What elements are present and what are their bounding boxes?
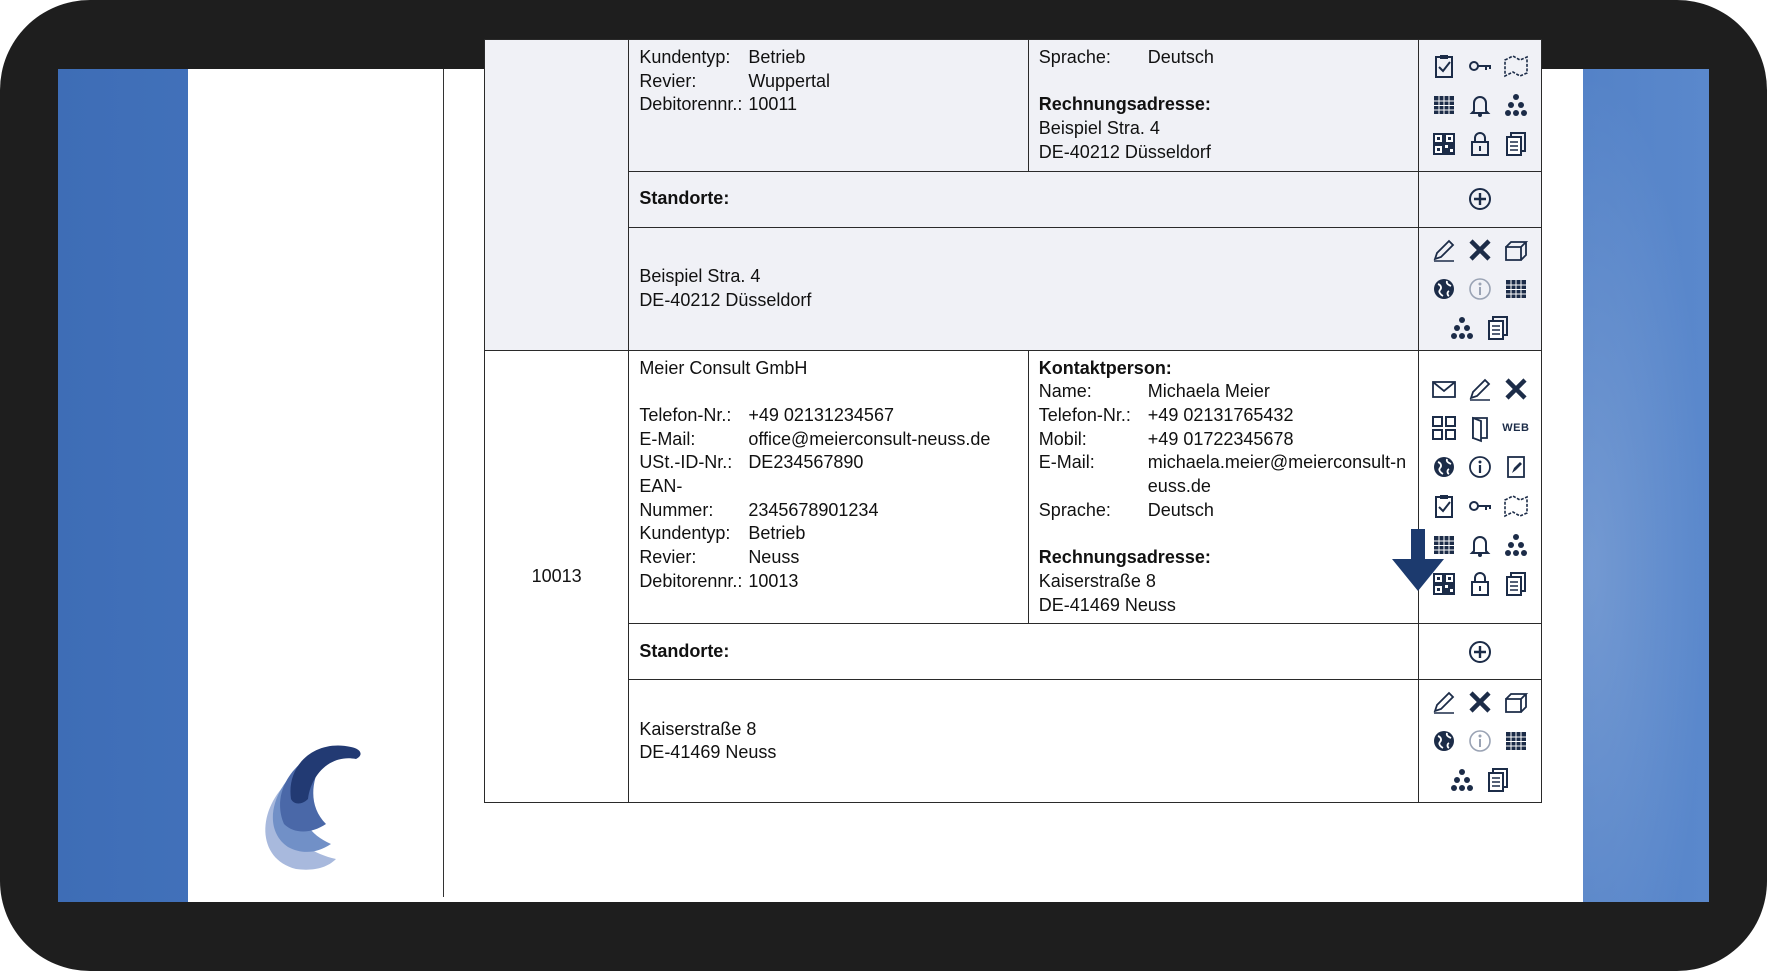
document-icon[interactable] (1498, 566, 1534, 602)
edit-icon[interactable] (1426, 684, 1462, 720)
customer-actions-cell (1418, 40, 1541, 172)
company-logo (236, 719, 386, 884)
delete-icon[interactable] (1498, 371, 1534, 407)
document-icon[interactable] (1480, 762, 1516, 798)
info-row: Kundentyp: Betrieb (639, 47, 806, 67)
billing-address-line: DE-41469 Neuss (1038, 594, 1176, 615)
add-location-cell (1418, 624, 1541, 680)
qr-code-icon[interactable] (1426, 126, 1462, 162)
bell-icon[interactable] (1462, 87, 1498, 123)
billing-address-line: DE-40212 Düsseldorf (1038, 141, 1211, 162)
hierarchy-icon[interactable] (1444, 762, 1480, 798)
company-name: Meier Consult GmbH (639, 357, 808, 378)
hierarchy-icon[interactable] (1444, 310, 1480, 346)
location-address-cell (629, 680, 1418, 803)
billing-address-label: Rechnungsadresse: (1038, 547, 1211, 568)
info-row: Mobil: +49 01722345678 (1038, 428, 1294, 449)
info-icon[interactable] (1462, 449, 1498, 485)
info-row: Kundentyp: Betrieb (639, 523, 806, 544)
contact-person-label: Kontaktperson: (1038, 357, 1172, 378)
desktop-background (58, 47, 1709, 902)
map-icon[interactable] (1498, 488, 1534, 524)
web-icon[interactable]: WEB (1502, 421, 1530, 434)
billing-address-line: Kaiserstraße 8 (1038, 570, 1156, 591)
info-row: E-Mail: michaela.meier@meierconsult-neuss.de (1038, 452, 1407, 497)
globe-icon[interactable] (1426, 271, 1462, 307)
info-row: Sprache: Deutsch (1038, 499, 1214, 520)
contact-cell (1028, 40, 1418, 172)
key-icon[interactable] (1462, 48, 1498, 84)
customer-id: 10013 (485, 350, 629, 803)
info-row: E-Mail: office@meierconsult-neuss.de (639, 428, 991, 449)
table-row (485, 171, 1542, 227)
clipboard-check-icon[interactable] (1426, 488, 1462, 524)
info-row: Telefon-Nr.: +49 02131765432 (1038, 404, 1294, 425)
info-row: EAN-Nummer: 2345678901234 (639, 476, 879, 520)
customer-table-area (484, 39, 1544, 803)
note-icon[interactable] (1498, 449, 1534, 485)
document-icon[interactable] (1480, 310, 1516, 346)
billing-address-label: Rechnungsadresse: (1038, 94, 1211, 115)
info-row: Debitorennr.: 10011 (639, 94, 798, 115)
location-action-icons (1419, 680, 1541, 802)
calculator-icon[interactable] (1498, 271, 1534, 307)
info-icon[interactable] (1462, 723, 1498, 759)
edit-icon[interactable] (1462, 371, 1498, 407)
add-location-button[interactable] (1462, 634, 1498, 670)
info-row: USt.-ID-Nr.: DE234567890 (639, 452, 864, 473)
globe-icon[interactable] (1426, 723, 1462, 759)
table-row (485, 624, 1542, 680)
left-sidebar (188, 69, 444, 897)
customer-info-cell (629, 350, 1028, 624)
lock-icon[interactable] (1462, 566, 1498, 602)
delete-icon[interactable] (1462, 684, 1498, 720)
table-row (485, 40, 1542, 172)
lock-icon[interactable] (1462, 126, 1498, 162)
table-row (485, 350, 1542, 624)
add-location-button[interactable] (1462, 181, 1498, 217)
globe-icon[interactable] (1426, 449, 1462, 485)
add-location-cell (1418, 171, 1541, 227)
hierarchy-icon[interactable] (1498, 87, 1534, 123)
key-icon[interactable] (1462, 488, 1498, 524)
info-row: Telefon-Nr.: +49 02131234567 (639, 404, 894, 425)
clipboard-check-icon[interactable] (1426, 48, 1462, 84)
delete-icon[interactable] (1462, 232, 1498, 268)
door-icon[interactable] (1462, 410, 1498, 446)
customer-info-cell (629, 40, 1028, 172)
calculator-icon[interactable] (1498, 723, 1534, 759)
location-address-line: Beispiel Stra. 4 (639, 265, 761, 286)
calculator-icon[interactable] (1426, 87, 1462, 123)
hierarchy-icon[interactable] (1498, 527, 1534, 563)
bell-icon[interactable] (1462, 527, 1498, 563)
info-row: Name: Michaela Meier (1038, 381, 1270, 402)
locations-header: Standorte: (629, 171, 1418, 227)
download-arrow-cursor-icon (1392, 529, 1444, 591)
document-icon[interactable] (1498, 126, 1534, 162)
table-row (485, 227, 1542, 350)
action-icons (1419, 44, 1541, 166)
billing-address-line: Beispiel Stra. 4 (1038, 118, 1160, 139)
info-icon[interactable] (1462, 271, 1498, 307)
customer-id-cell (485, 40, 629, 351)
location-address-cell (629, 227, 1418, 350)
table-row (485, 680, 1542, 803)
info-row: Sprache: Deutsch (1038, 47, 1214, 67)
info-row: Revier: Wuppertal (639, 70, 831, 91)
qr-grid-icon[interactable] (1426, 410, 1462, 446)
edit-icon[interactable] (1426, 232, 1462, 268)
location-address-line: DE-40212 Düsseldorf (639, 289, 812, 310)
customer-table (484, 39, 1542, 803)
location-action-icons (1419, 228, 1541, 350)
locations-header: Standorte: (629, 624, 1418, 680)
info-row: Debitorennr.: 10013 (639, 570, 799, 591)
email-icon[interactable] (1426, 371, 1462, 407)
info-row: Revier: Neuss (639, 547, 800, 568)
location-actions-cell (1418, 227, 1541, 350)
map-icon[interactable] (1498, 48, 1534, 84)
location-address-line: Kaiserstraße 8 (639, 718, 757, 739)
contact-cell (1028, 350, 1418, 624)
app-page (188, 47, 1583, 902)
location-address-line: DE-41469 Neuss (639, 742, 777, 763)
location-actions-cell (1418, 680, 1541, 803)
box-icon[interactable] (1498, 684, 1534, 720)
box-icon[interactable] (1498, 232, 1534, 268)
